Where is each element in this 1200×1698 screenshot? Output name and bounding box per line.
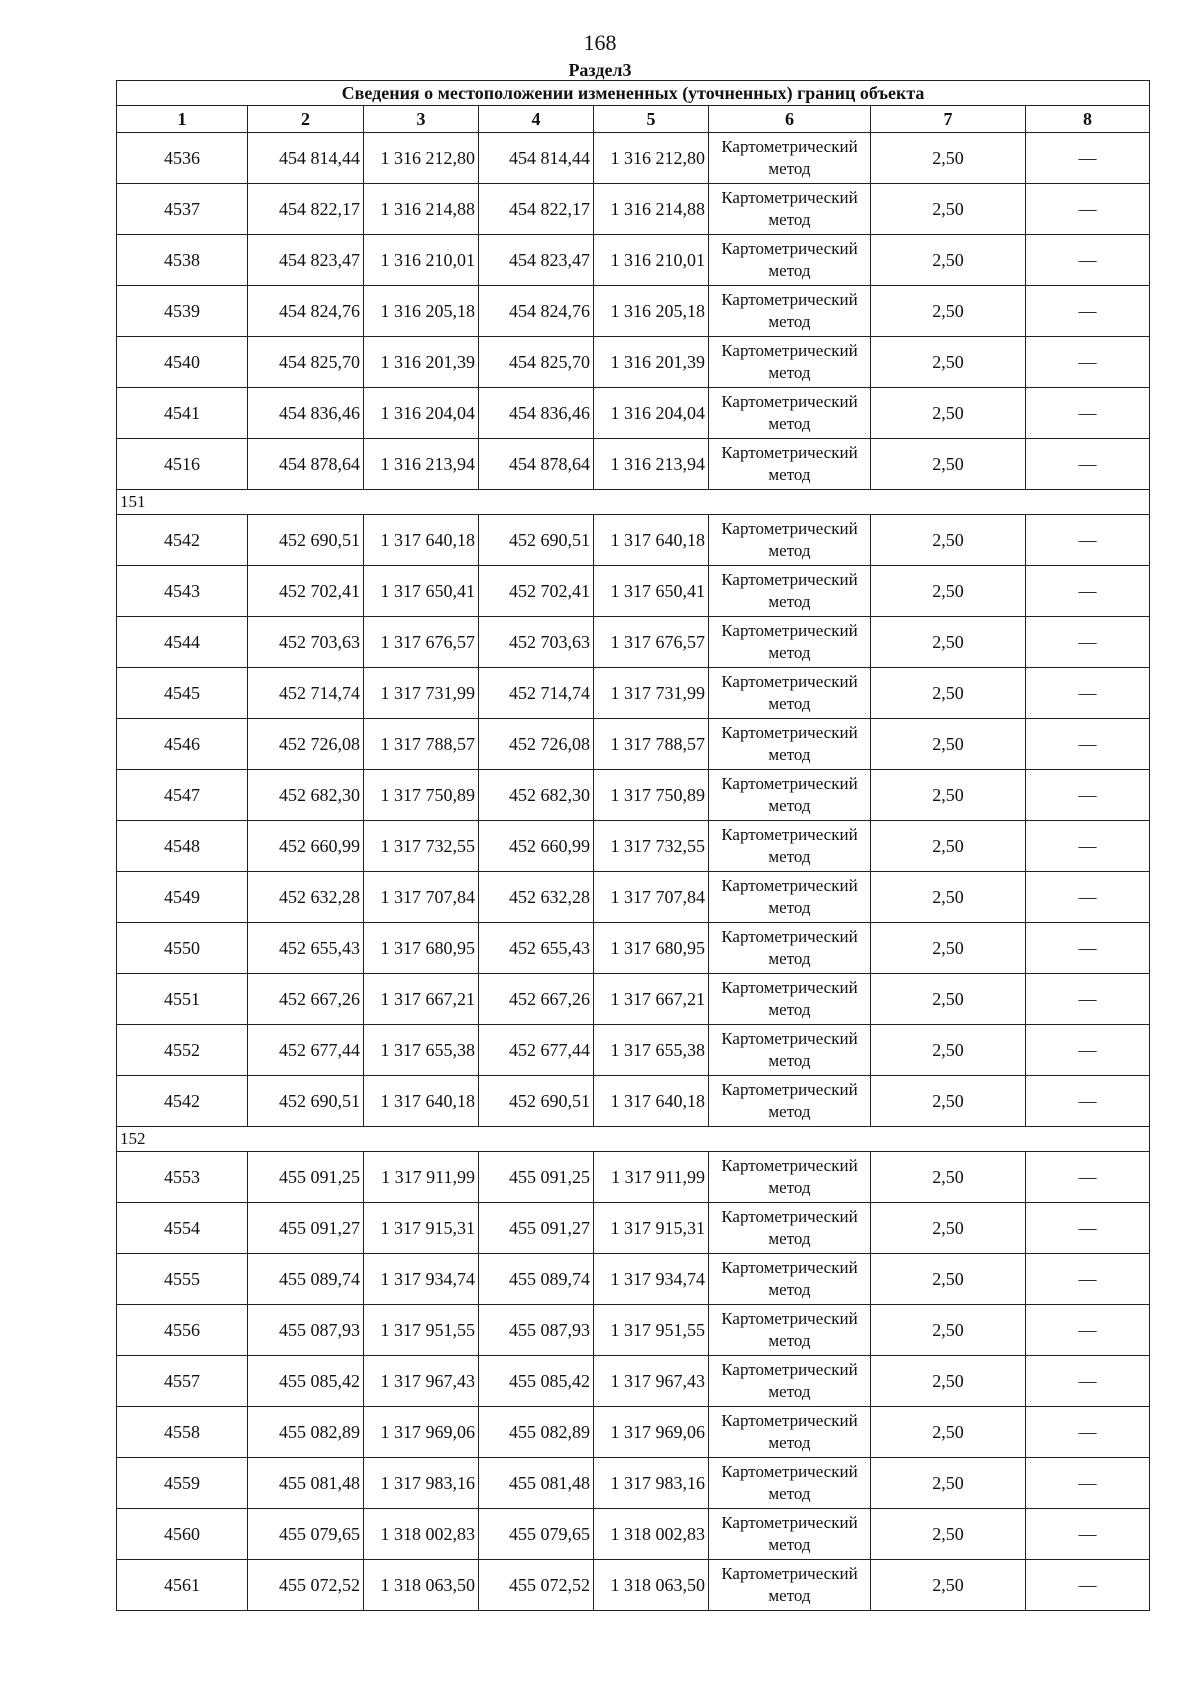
table-cell: 455 091,27 [248, 1203, 364, 1254]
table-row [117, 974, 1150, 1025]
table-cell: 1 317 676,57 [364, 617, 479, 668]
table-cell: Картометрический метод [709, 286, 871, 337]
table-cell: 1 316 204,04 [364, 388, 479, 439]
table-cell: 1 317 983,16 [594, 1458, 709, 1509]
table-cell: Картометрический метод [709, 566, 871, 617]
table-row [117, 1458, 1150, 1509]
column-header: 2 [248, 106, 364, 133]
table-cell: 452 660,99 [479, 821, 594, 872]
table-cell: 454 824,76 [479, 286, 594, 337]
table-cell: 455 089,74 [479, 1254, 594, 1305]
table-cell: 2,50 [871, 286, 1026, 337]
table-cell: 452 714,74 [479, 668, 594, 719]
table-cell: 2,50 [871, 133, 1026, 184]
table-cell: 1 317 934,74 [364, 1254, 479, 1305]
table-cell: Картометрический метод [709, 1305, 871, 1356]
table-cell: — [1026, 770, 1150, 821]
table-cell: 4558 [117, 1407, 248, 1458]
table-cell: 455 087,93 [248, 1305, 364, 1356]
table-cell: 2,50 [871, 617, 1026, 668]
table-cell: Картометрический метод [709, 439, 871, 490]
table-cell: 452 667,26 [479, 974, 594, 1025]
table-cell: Картометрический метод [709, 974, 871, 1025]
table-cell: 455 082,89 [479, 1407, 594, 1458]
table-cell: 1 317 969,06 [594, 1407, 709, 1458]
table-cell: 452 655,43 [248, 923, 364, 974]
table-cell: 4559 [117, 1458, 248, 1509]
table-cell: 4537 [117, 184, 248, 235]
table-cell: — [1026, 1203, 1150, 1254]
table-cell: 4540 [117, 337, 248, 388]
table-body [117, 133, 1150, 1611]
table-row [117, 923, 1150, 974]
table-cell: Картометрический метод [709, 235, 871, 286]
table-cell: 1 317 680,95 [364, 923, 479, 974]
table-cell: — [1026, 388, 1150, 439]
table-row [117, 439, 1150, 490]
table-row [117, 235, 1150, 286]
table-cell: 452 632,28 [248, 872, 364, 923]
table-cell: 4553 [117, 1152, 248, 1203]
table-cell: 4543 [117, 566, 248, 617]
table-cell: 454 822,17 [248, 184, 364, 235]
table-cell: 452 632,28 [479, 872, 594, 923]
table-cell: 2,50 [871, 1254, 1026, 1305]
table-cell: 2,50 [871, 872, 1026, 923]
table-cell: — [1026, 566, 1150, 617]
table-cell: Картометрический метод [709, 388, 871, 439]
table-cell: 4550 [117, 923, 248, 974]
table-cell: — [1026, 1305, 1150, 1356]
table-cell: 2,50 [871, 566, 1026, 617]
table-cell: 455 089,74 [248, 1254, 364, 1305]
table-cell: 4516 [117, 439, 248, 490]
table-cell: 1 317 969,06 [364, 1407, 479, 1458]
column-header: 6 [709, 106, 871, 133]
table-cell: — [1026, 1509, 1150, 1560]
table-cell: 1 317 676,57 [594, 617, 709, 668]
table-cell: 1 317 707,84 [364, 872, 479, 923]
table-cell: 2,50 [871, 1407, 1026, 1458]
table-cell: 1 317 750,89 [594, 770, 709, 821]
table-cell: 452 690,51 [248, 1076, 364, 1127]
table-cell: 1 316 210,01 [594, 235, 709, 286]
table-cell: 452 667,26 [248, 974, 364, 1025]
group-label: 151 [117, 490, 1150, 515]
table-cell: 1 317 934,74 [594, 1254, 709, 1305]
table-cell: 4545 [117, 668, 248, 719]
table-cell: Картометрический метод [709, 1203, 871, 1254]
table-cell: 4549 [117, 872, 248, 923]
table-cell: — [1026, 1152, 1150, 1203]
table-cell: 1 318 002,83 [364, 1509, 479, 1560]
table-row [117, 1203, 1150, 1254]
table-cell: 452 677,44 [248, 1025, 364, 1076]
table-cell: 2,50 [871, 388, 1026, 439]
table-row [117, 1076, 1150, 1127]
table-cell: 1 317 640,18 [364, 1076, 479, 1127]
table-cell: 455 085,42 [479, 1356, 594, 1407]
table-cell: 1 316 205,18 [594, 286, 709, 337]
table-cell: — [1026, 235, 1150, 286]
table-cell: 1 316 214,88 [364, 184, 479, 235]
table-cell: — [1026, 337, 1150, 388]
table-cell: 452 690,51 [479, 515, 594, 566]
table-cell: 2,50 [871, 184, 1026, 235]
table-cell: 452 702,41 [479, 566, 594, 617]
table-cell: 1 317 650,41 [364, 566, 479, 617]
table-cell: 4555 [117, 1254, 248, 1305]
table-cell: — [1026, 821, 1150, 872]
table-cell: 1 317 915,31 [364, 1203, 479, 1254]
table-cell: 1 317 655,38 [364, 1025, 479, 1076]
table-cell: 454 823,47 [248, 235, 364, 286]
table-row [117, 668, 1150, 719]
table-row [117, 566, 1150, 617]
table-cell: 1 317 731,99 [594, 668, 709, 719]
table-cell: 455 072,52 [479, 1560, 594, 1611]
table-cell: Картометрический метод [709, 719, 871, 770]
table-cell: — [1026, 1254, 1150, 1305]
table-cell: 454 836,46 [479, 388, 594, 439]
table-cell: 2,50 [871, 235, 1026, 286]
table-cell: 1 317 640,18 [594, 515, 709, 566]
table-cell: Картометрический метод [709, 337, 871, 388]
table-cell: Картометрический метод [709, 923, 871, 974]
table-cell: 2,50 [871, 1305, 1026, 1356]
table-cell: 1 317 732,55 [594, 821, 709, 872]
table-cell: 452 702,41 [248, 566, 364, 617]
table-cell: 452 677,44 [479, 1025, 594, 1076]
table-cell: Картометрический метод [709, 1407, 871, 1458]
table-cell: 2,50 [871, 923, 1026, 974]
table-cell: 454 878,64 [248, 439, 364, 490]
table-cell: 2,50 [871, 337, 1026, 388]
table-cell: 1 316 205,18 [364, 286, 479, 337]
table-cell: 1 316 210,01 [364, 235, 479, 286]
table-cell: 455 081,48 [248, 1458, 364, 1509]
table-cell: 452 726,08 [479, 719, 594, 770]
table-cell: 454 814,44 [479, 133, 594, 184]
table-cell: 455 085,42 [248, 1356, 364, 1407]
table-cell: 2,50 [871, 1025, 1026, 1076]
table-cell: 455 087,93 [479, 1305, 594, 1356]
table-cell: 1 317 680,95 [594, 923, 709, 974]
table-cell: 455 091,25 [248, 1152, 364, 1203]
table-cell: 4551 [117, 974, 248, 1025]
table-cell: — [1026, 439, 1150, 490]
column-header: 1 [117, 106, 248, 133]
table-cell: 454 824,76 [248, 286, 364, 337]
table-cell: — [1026, 1560, 1150, 1611]
table-cell: 1 317 731,99 [364, 668, 479, 719]
table-cell: 454 814,44 [248, 133, 364, 184]
table-cell: 1 317 983,16 [364, 1458, 479, 1509]
table-cell: 455 079,65 [479, 1509, 594, 1560]
table-cell: Картометрический метод [709, 1254, 871, 1305]
table-cell: 2,50 [871, 1560, 1026, 1611]
table-cell: 1 317 788,57 [594, 719, 709, 770]
table-cell: 2,50 [871, 1076, 1026, 1127]
table-cell: — [1026, 668, 1150, 719]
table-cell: 452 703,63 [248, 617, 364, 668]
table-cell: Картометрический метод [709, 1356, 871, 1407]
table-cell: Картометрический метод [709, 770, 871, 821]
table-cell: 452 714,74 [248, 668, 364, 719]
table-cell: 452 703,63 [479, 617, 594, 668]
table-cell: 452 726,08 [248, 719, 364, 770]
table-cell: 4544 [117, 617, 248, 668]
table-cell: 1 317 967,43 [364, 1356, 479, 1407]
table-cell: 455 091,25 [479, 1152, 594, 1203]
group-label-row [117, 490, 1150, 515]
section-title: Раздел3 [568, 60, 632, 80]
table-cell: 455 072,52 [248, 1560, 364, 1611]
table-cell: 1 316 214,88 [594, 184, 709, 235]
table-cell: 4539 [117, 286, 248, 337]
table-cell: 454 825,70 [248, 337, 364, 388]
table-cell: 2,50 [871, 515, 1026, 566]
table-cell: 1 316 213,94 [594, 439, 709, 490]
table-cell: 2,50 [871, 821, 1026, 872]
table-cell: Картометрический метод [709, 668, 871, 719]
table-cell: 454 822,17 [479, 184, 594, 235]
table-cell: — [1026, 617, 1150, 668]
table-cell: — [1026, 286, 1150, 337]
table-row [117, 1407, 1150, 1458]
table-cell: 1 317 750,89 [364, 770, 479, 821]
table-cell: 455 081,48 [479, 1458, 594, 1509]
table-cell: 1 317 640,18 [364, 515, 479, 566]
table-cell: — [1026, 1407, 1150, 1458]
table-cell: 4541 [117, 388, 248, 439]
table-row [117, 1509, 1150, 1560]
column-header: 8 [1026, 106, 1150, 133]
table-cell: 1 316 201,39 [364, 337, 479, 388]
table-cell: 452 682,30 [248, 770, 364, 821]
table-cell: Картометрический метод [709, 1509, 871, 1560]
table-cell: 1 317 732,55 [364, 821, 479, 872]
table-row [117, 133, 1150, 184]
table-row [117, 515, 1150, 566]
table-cell: — [1026, 974, 1150, 1025]
table-cell: 2,50 [871, 668, 1026, 719]
table-cell: 4547 [117, 770, 248, 821]
table-row [117, 1254, 1150, 1305]
table-cell: 4536 [117, 133, 248, 184]
table-cell: 1 317 640,18 [594, 1076, 709, 1127]
table-cell: 452 660,99 [248, 821, 364, 872]
table-cell: — [1026, 1025, 1150, 1076]
table-cell: Картометрический метод [709, 515, 871, 566]
table-cell: Картометрический метод [709, 1025, 871, 1076]
table-cell: 1 316 201,39 [594, 337, 709, 388]
table-cell: 1 317 951,55 [364, 1305, 479, 1356]
table-cell: 454 836,46 [248, 388, 364, 439]
table-cell: 4548 [117, 821, 248, 872]
group-label: 152 [117, 1127, 1150, 1152]
table-cell: 1 318 063,50 [364, 1560, 479, 1611]
table-cell: — [1026, 923, 1150, 974]
table-row [117, 286, 1150, 337]
table-row [117, 1152, 1150, 1203]
table-cell: 4542 [117, 515, 248, 566]
table-cell: 1 317 650,41 [594, 566, 709, 617]
table-row [117, 1560, 1150, 1611]
table-cell: — [1026, 515, 1150, 566]
table-cell: 2,50 [871, 974, 1026, 1025]
table-row [117, 1356, 1150, 1407]
table-row [117, 617, 1150, 668]
table-cell: 4538 [117, 235, 248, 286]
table-cell: 1 317 911,99 [364, 1152, 479, 1203]
table-cell: 4552 [117, 1025, 248, 1076]
table-cell: 452 682,30 [479, 770, 594, 821]
table-cell: 1 317 951,55 [594, 1305, 709, 1356]
column-header-row [117, 106, 1150, 133]
table-cell: 4542 [117, 1076, 248, 1127]
table-cell: 2,50 [871, 439, 1026, 490]
table-row [117, 719, 1150, 770]
table-cell: 2,50 [871, 770, 1026, 821]
table-cell: — [1026, 184, 1150, 235]
table-cell: 1 318 063,50 [594, 1560, 709, 1611]
table-row [117, 821, 1150, 872]
table-cell: — [1026, 872, 1150, 923]
table-cell: 452 690,51 [479, 1076, 594, 1127]
table-cell: — [1026, 1076, 1150, 1127]
table-cell: 454 825,70 [479, 337, 594, 388]
table-cell: 1 316 204,04 [594, 388, 709, 439]
boundary-table [116, 80, 1150, 1611]
table-cell: 4556 [117, 1305, 248, 1356]
table-row [117, 337, 1150, 388]
table-cell: 452 690,51 [248, 515, 364, 566]
table-cell: 2,50 [871, 1203, 1026, 1254]
table-cell: 452 655,43 [479, 923, 594, 974]
table-cell: Картометрический метод [709, 184, 871, 235]
table-cell: 1 317 915,31 [594, 1203, 709, 1254]
table-cell: 455 079,65 [248, 1509, 364, 1560]
table-cell: 1 316 212,80 [364, 133, 479, 184]
table-cell: 1 317 655,38 [594, 1025, 709, 1076]
table-cell: 455 082,89 [248, 1407, 364, 1458]
table-cell: 4554 [117, 1203, 248, 1254]
table-row [117, 872, 1150, 923]
table-cell: 1 317 788,57 [364, 719, 479, 770]
table-cell: 2,50 [871, 719, 1026, 770]
column-header: 4 [479, 106, 594, 133]
table-cell: 2,50 [871, 1152, 1026, 1203]
table-cell: 4557 [117, 1356, 248, 1407]
table-cell: Картометрический метод [709, 617, 871, 668]
table-cell: 1 317 707,84 [594, 872, 709, 923]
table-cell: 4546 [117, 719, 248, 770]
table-row [117, 184, 1150, 235]
table-cell: 454 823,47 [479, 235, 594, 286]
table-cell: Картометрический метод [709, 872, 871, 923]
table-title: Сведения о местоположении измененных (уточненных) границ объекта [117, 81, 1150, 106]
table-cell: 2,50 [871, 1509, 1026, 1560]
table-cell: — [1026, 133, 1150, 184]
table-row [117, 388, 1150, 439]
table-cell: 454 878,64 [479, 439, 594, 490]
column-header: 7 [871, 106, 1026, 133]
page-number: 168 [583, 30, 617, 55]
table-row [117, 770, 1150, 821]
table-cell: 1 317 911,99 [594, 1152, 709, 1203]
table-cell: 4560 [117, 1509, 248, 1560]
table-cell: 1 318 002,83 [594, 1509, 709, 1560]
table-cell: Картометрический метод [709, 133, 871, 184]
table-cell: 1 316 213,94 [364, 439, 479, 490]
table-cell: 2,50 [871, 1458, 1026, 1509]
table-cell: Картометрический метод [709, 821, 871, 872]
column-header: 5 [594, 106, 709, 133]
table-cell: 1 316 212,80 [594, 133, 709, 184]
table-cell: 4561 [117, 1560, 248, 1611]
group-label-row [117, 1127, 1150, 1152]
table-cell: Картометрический метод [709, 1560, 871, 1611]
table-cell: 1 317 667,21 [364, 974, 479, 1025]
table-cell: — [1026, 1458, 1150, 1509]
column-header: 3 [364, 106, 479, 133]
table-cell: — [1026, 719, 1150, 770]
table-cell: 1 317 967,43 [594, 1356, 709, 1407]
table-cell: Картометрический метод [709, 1152, 871, 1203]
table-cell: 455 091,27 [479, 1203, 594, 1254]
table-cell: Картометрический метод [709, 1076, 871, 1127]
table-cell: 2,50 [871, 1356, 1026, 1407]
table-row [117, 1025, 1150, 1076]
table-cell: — [1026, 1356, 1150, 1407]
table-cell: Картометрический метод [709, 1458, 871, 1509]
table-cell: 1 317 667,21 [594, 974, 709, 1025]
table-row [117, 1305, 1150, 1356]
